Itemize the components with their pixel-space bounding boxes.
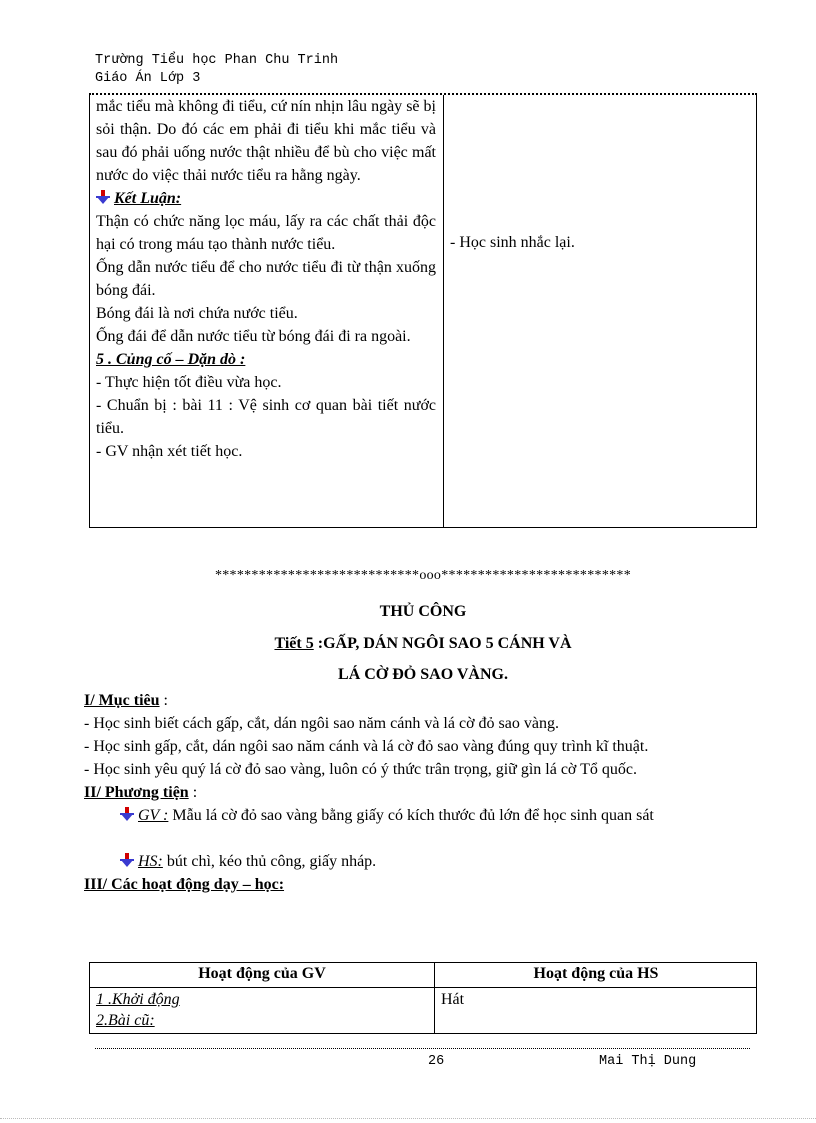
sing-cell: Hát (441, 991, 465, 1008)
hs-label: HS: (138, 853, 163, 870)
arrow-down-icon (120, 807, 134, 821)
col-header-hs: Hoạt động của HS (533, 965, 659, 982)
school-name: Trường Tiểu học Phan Chu Trinh (95, 53, 339, 68)
objective-item: - Học sinh yêu quý lá cờ đỏ sao vàng, luôn có ý thức trân trọng, giữ gìn lá cờ Tổ quốc. (84, 761, 637, 778)
lesson-title-line2: LÁ CỜ ĐỎ SAO VÀNG. (338, 666, 508, 683)
objective-item: - Học sinh biết cách gấp, cắt, dán ngôi sao năm cánh và lá cờ đỏ sao vàng. (84, 715, 559, 732)
paragraph-urine: mắc tiểu mà không đi tiểu, cứ nín nhịn lâu ngày sẽ bị sỏi thận. Do đó các em phải đi tiểu khi mắc tiểu và sau đó phải uống nước thật nhiều để bù cho việc mất nước do việc thải nước tiểu ra hằng ngày. (96, 98, 436, 184)
student-response: - Học sinh nhắc lại. (450, 234, 575, 251)
materials-hs (84, 850, 757, 873)
conclusion-line: Bóng đái là nơi chứa nước tiểu. (96, 305, 298, 322)
arrow-down-icon (120, 853, 134, 867)
materials-gv (84, 804, 757, 827)
lesson-number: Tiết 5 (274, 635, 314, 652)
conclusion-line: Ống dẫn nước tiểu để cho nước tiểu đi từ thận xuống bóng đái. (96, 259, 436, 299)
separator-stars: ****************************ooo************************** (214, 568, 632, 583)
conclusion-label: Kết Luận: (114, 190, 182, 207)
lesson-title-text: :GẤP, DÁN NGÔI SAO 5 CÁNH VÀ (313, 635, 572, 652)
section5-line: - GV nhận xét tiết học. (96, 443, 243, 460)
old-lesson-label: 2.Bài cũ: (96, 1012, 155, 1029)
activities-table (89, 962, 757, 1034)
section5-line: - Thực hiện tốt điều vừa học. (96, 374, 282, 391)
objective-item: - Học sinh gấp, cắt, dán ngôi sao năm cánh và lá cờ đỏ sao vàng đúng quy trình kĩ thuật. (84, 738, 649, 755)
page-header (95, 52, 338, 88)
section5-line: - Chuẩn bị : bài 11 : Vệ sinh cơ quan bài tiết nước tiểu. (96, 397, 436, 437)
gv-label: GV : (138, 807, 169, 824)
arrow-down-icon (96, 190, 110, 204)
lesson-title (89, 635, 757, 653)
objectives-section (84, 689, 757, 896)
section5-heading: 5 . Củng cố – Dặn dò : (96, 351, 246, 368)
col-header-gv: Hoạt động của GV (198, 965, 326, 982)
subject-name: Giáo Án Lớp 3 (95, 71, 201, 86)
conclusion-heading (96, 187, 436, 210)
warmup-label: 1 .Khởi động (96, 991, 180, 1008)
gv-text: Mẫu lá cờ đỏ sao vàng bằng giấy có kích thước đủ lớn để học sinh quan sát (168, 807, 654, 824)
page-number: 26 (428, 1054, 445, 1069)
footer-divider (95, 1048, 750, 1049)
conclusion-line: Thận có chức năng lọc máu, lấy ra các chất thải độc hại có trong máu tạo thành nước tiểu. (96, 213, 436, 253)
lesson-table-continued (89, 93, 757, 528)
hs-text: bút chì, kéo thủ công, giấy nháp. (162, 853, 377, 870)
objectives-heading-suffix: : (159, 692, 168, 709)
materials-heading: II/ Phương tiện (84, 784, 189, 801)
objectives-heading: I/ Mục tiêu (84, 692, 160, 709)
author-name: Mai Thị Dung (599, 1054, 697, 1069)
student-column (444, 95, 756, 527)
activities-heading: III/ Các hoạt động dạy – học: (84, 876, 285, 893)
materials-heading-suffix: : (188, 784, 198, 801)
table-row (96, 989, 180, 1031)
column-divider (434, 963, 435, 1033)
teacher-column (90, 95, 444, 527)
conclusion-line: Ống đái để dẫn nước tiểu từ bóng đái đi ra ngoài. (96, 328, 411, 345)
page-bottom-edge (0, 1118, 816, 1119)
subject-title: THỦ CÔNG (379, 603, 467, 620)
